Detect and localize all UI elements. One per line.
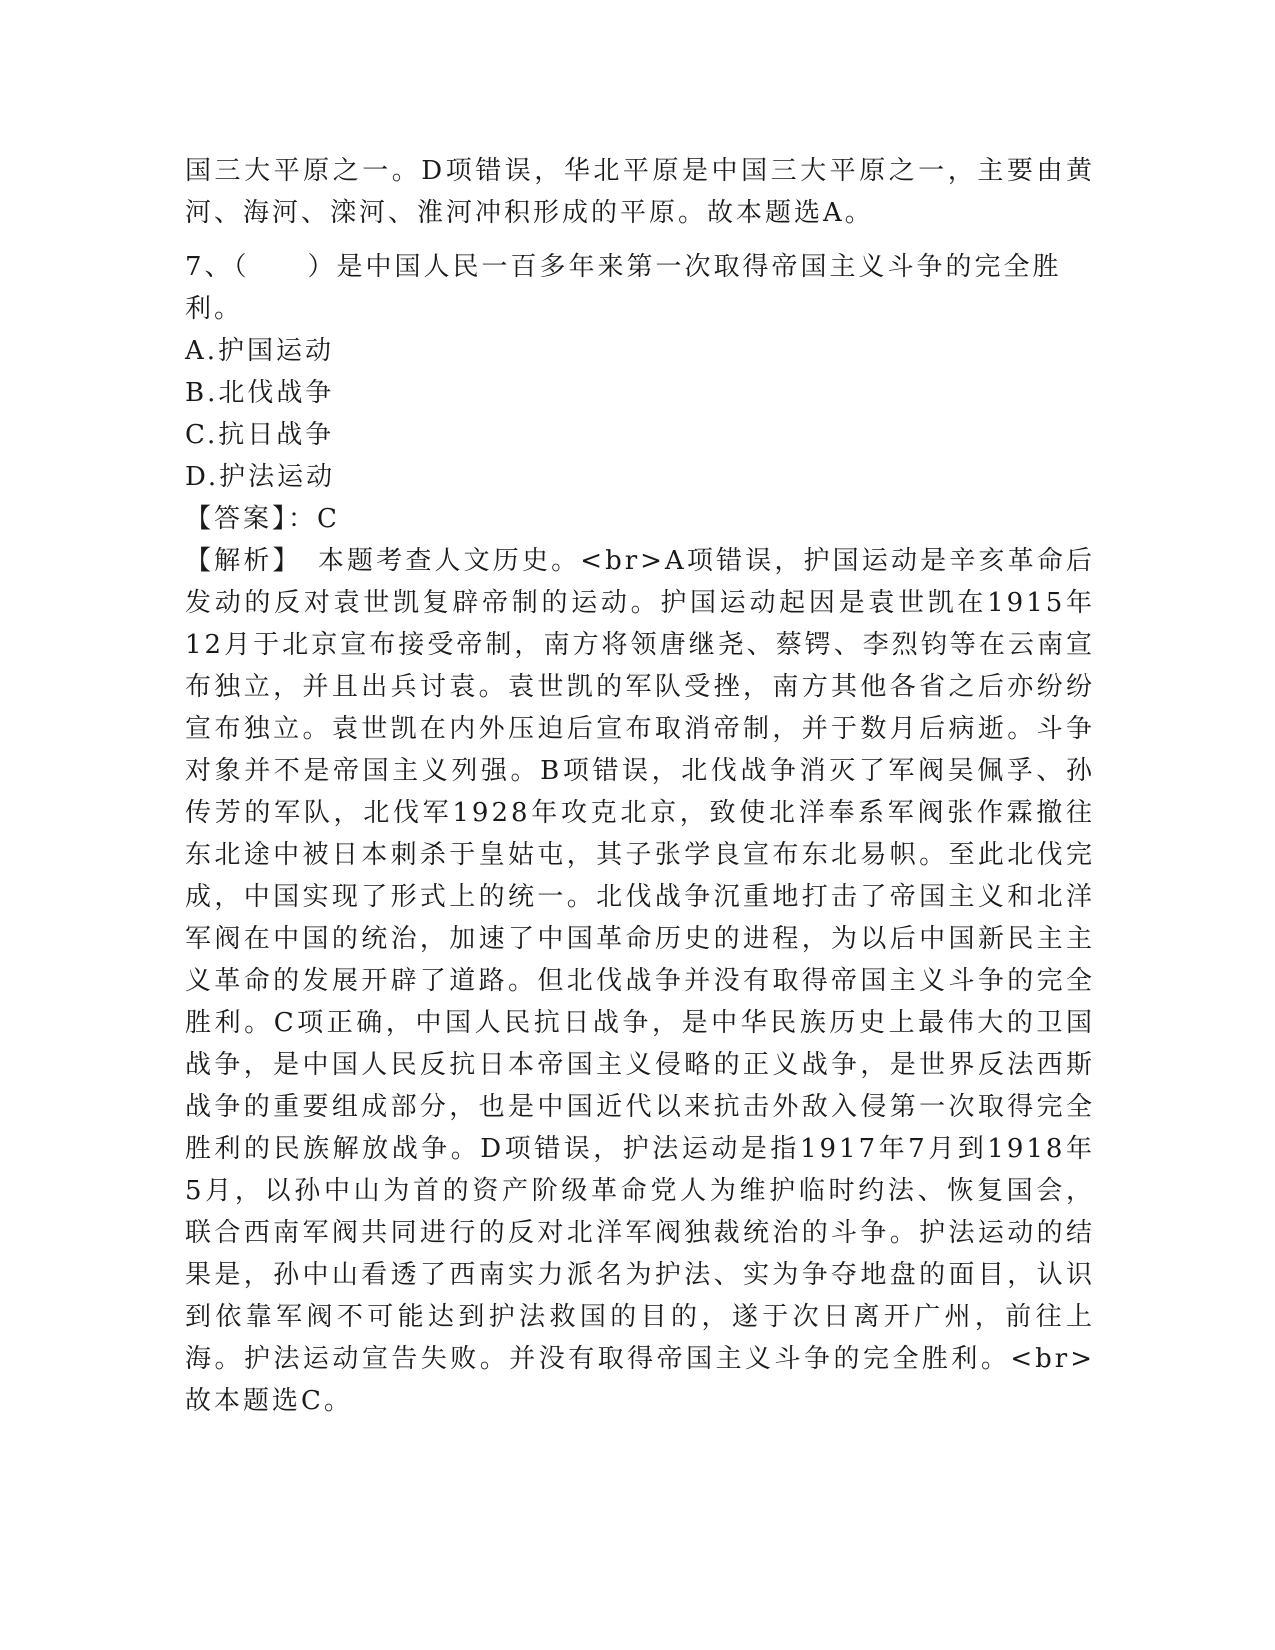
- question-number: 7、: [185, 252, 234, 282]
- document-page: [185, 150, 1095, 1422]
- answer-value: C: [317, 504, 340, 534]
- question-text: （ ）是中国人民一百多年来第一次取得帝国主义斗争的完全胜利。: [185, 252, 1062, 324]
- paragraph-spacer: [185, 234, 1095, 246]
- question-stem: [185, 246, 1095, 330]
- option-c: C.抗日战争: [185, 420, 335, 450]
- option-b: B.北伐战争: [185, 378, 335, 408]
- answer-label: 【答案】：: [185, 504, 318, 534]
- analysis-text: 本题考查人文历史。<br>A项错误，护国运动是辛亥革命后发动的反对袁世凯复辟帝制的运动。护国运动起因是袁世凯在1915年12月于北京宣布接受帝制，南方将领唐继尧、蔡锷、李烈钧等在云南宣布独立，并且出兵讨袁。袁世凯的军队受挫，南方其他各省之后亦纷纷宣布独立。袁世凯在内外压迫后宣布取消帝制，并于数月后病逝。斗争对象并不是帝国主义列强。B项错误，北伐战争消灭了军阀吴佩孚、孙传芳的军队，北伐军1928年攻克北京，致使北洋奉系军阀张作霖撤往东北途中被日本刺杀于皇姑屯，其子张学良宣布东北易帜。至此北伐完成，中国实现了形式上的统一。北伐战争沉重地打击了帝国主义和北洋军阀在中国的统治，加速了中国革命历史的进程，为以后中国新民主主义革命的发展开辟了道路。但北伐战争并没有取得帝国主义斗争的完全胜利。C项正确，中国人民抗日战争，是中华民族历史上最伟大的卫国战争，是中国人民反抗日本帝国主义侵略的正义战争，是世界反法西斯战争的重要组成部分，也是中国近代以来抗击外敌入侵第一次取得完全胜利的民族解放战争。D项错误，护法运动是指1917年7月到1918年5月，以孙中山为首的资产阶级革命党人为维护临时约法、恢复国会，联合西南军阀共同进行的反对北洋军阀独裁统治的斗争。护法运动的结果是，孙中山看透了西南实力派名为护法、实为争夺地盘的面目，认识到依靠军阀不可能达到护法救国的目的，遂于次日离开广州，前往上海。护法运动宣告失败。并没有取得帝国主义斗争的完全胜利。<br>故本题选C。: [185, 546, 1095, 1416]
- option-a: A.护国运动: [185, 336, 335, 366]
- analysis-block: [185, 540, 1095, 1422]
- option-list: [185, 330, 1095, 498]
- analysis-label: 【解析】: [185, 546, 289, 576]
- answer-line: [185, 498, 1095, 540]
- previous-explanation-tail: 国三大平原之一。D项错误，华北平原是中国三大平原之一，主要由黄河、海河、滦河、淮河冲积形成的平原。故本题选A。: [185, 156, 1095, 228]
- option-d: D.护法运动: [185, 462, 336, 492]
